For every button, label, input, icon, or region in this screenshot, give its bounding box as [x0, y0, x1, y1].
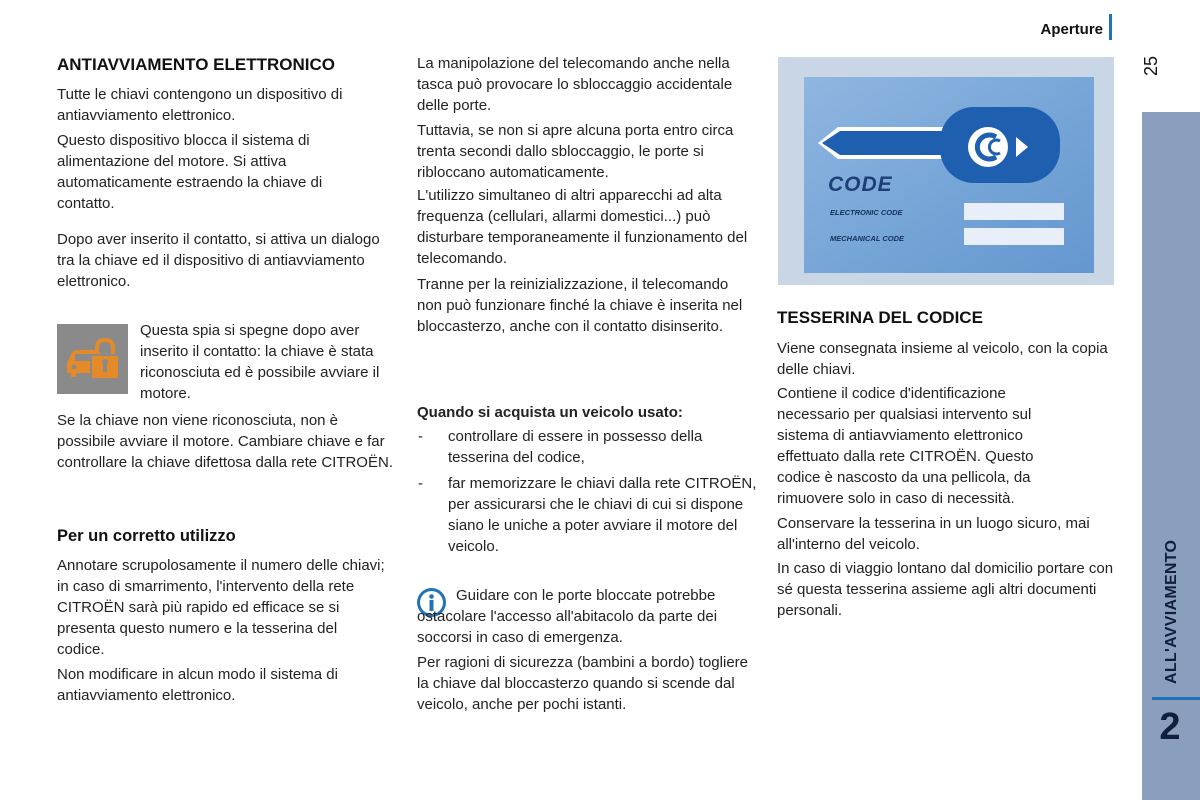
col1-paragraph-2: Questo dispositivo blocca il sistema di alimentazione del motore. Si attiva automaticamente estraendo la chiave di contatto.: [57, 132, 323, 212]
immobiliser-title: ANTIAVVIAMENTO ELETTRONICO: [57, 55, 335, 74]
card-title: CODE: [828, 173, 893, 196]
used-vehicle-list: [417, 426, 757, 557]
card-label-electronic: ELECTRONIC CODE: [830, 208, 903, 217]
col1-paragraph-1: Tutte le chiavi contengono un dispositivo di antiavviamento elettronico.: [57, 86, 343, 124]
col2-paragraph-5: Per ragioni di sicurezza (bambini a bordo) togliere la chiave dal bloccasterzo quando si scende dal veicolo, anche per pochi istanti.: [417, 654, 748, 713]
col2-paragraph-3: L'utilizzo simultaneo di altri apparecchi ad alta frequenza (cellulari, allarmi domestici...) può disturbare temporaneamente il funzionamento del telecomando.: [417, 187, 748, 267]
chapter-label: ALL'AVVIAMENTO: [1163, 539, 1180, 684]
header-rule: [1109, 14, 1112, 40]
list-item: - controllare di essere in possesso della tesserina del codice,: [417, 426, 757, 468]
col2-paragraph-4: Tranne per la reinizializzazione, il telecomando non può funzionare finché la chiave è inserita nel bloccasterzo, anche con il contatto disinserito.: [417, 276, 743, 335]
col3-paragraph-1: Viene consegnata insieme al veicolo, con la copia delle chiavi.: [777, 340, 1108, 378]
col1-paragraph-5: Annotare scrupolosamente il numero delle chiavi; in caso di smarrimento, l'intervento della rete CITROËN sarà più rapido ed efficace se si presenta questo numero e la tesserina del codice.: [57, 557, 385, 658]
col1-paragraph-3: Dopo aver inserito il contatto, si attiva un dialogo tra la chiave ed il dispositivo di antiavviamento elettronico.: [57, 231, 380, 290]
col2-paragraph-2: Tuttavia, se non si apre alcuna porta entro circa trenta secondi dallo sbloccaggio, le porte si ribloccano automaticamente.: [417, 122, 734, 181]
used-vehicle-title: Quando si acquista un veicolo usato:: [417, 404, 683, 421]
correct-use-title: Per un corretto utilizzo: [57, 527, 236, 545]
code-card-image: [778, 57, 1114, 285]
card-label-mechanical: MECHANICAL CODE: [830, 234, 905, 243]
section-title: Aperture: [1040, 21, 1103, 38]
page-number: 25: [1141, 55, 1161, 77]
chapter-number: 2: [1159, 706, 1181, 748]
lamp-description: Questa spia si spegne dopo aver inserito il contatto: la chiave è stata riconosciuta ed è possibile avviare il motore.: [140, 322, 380, 402]
list-item: - far memorizzare le chiavi dalla rete CITROËN, per assicurarsi che le chiavi di cui si dispone siano le uniche a poter avviare il motore del veicolo.: [417, 473, 757, 557]
code-card-title: TESSERINA DEL CODICE: [777, 308, 983, 327]
chapter-rule: [1152, 697, 1200, 700]
key-lock-warning-icon: [57, 324, 128, 394]
col3-paragraph-2: Contiene il codice d'identificazione necessario per qualsiasi intervento sul sistema di antiavviamento elettronico effettuato dalla rete CITROËN. Questo codice è nascosto da una pellicola, da rimuovere solo in caso di necessità.: [777, 385, 1034, 507]
col1-paragraph-4: Se la chiave non viene riconosciuta, non è possibile avviare il motore. Cambiare chiave e far controllare la chiave difettosa dalla rete CITROËN.: [57, 412, 393, 471]
col1-paragraph-6: Non modificare in alcun modo il sistema di antiavviamento elettronico.: [57, 666, 338, 704]
col3-paragraph-3: Conservare la tesserina in un luogo sicuro, mai all'interno del veicolo.: [777, 515, 1090, 553]
col3-paragraph-4: In caso di viaggio lontano dal domicilio portare con sé questa tesserina assieme agli altri documenti personali.: [777, 560, 1114, 619]
col2-paragraph-1: La manipolazione del telecomando anche nella tasca può provocare lo sbloccaggio accidentale delle porte.: [417, 55, 733, 114]
info-note: Guidare con le porte bloccate potrebbe ostacolare l'accesso all'abitacolo da parte dei soccorsi in caso di emergenza.: [417, 587, 718, 646]
